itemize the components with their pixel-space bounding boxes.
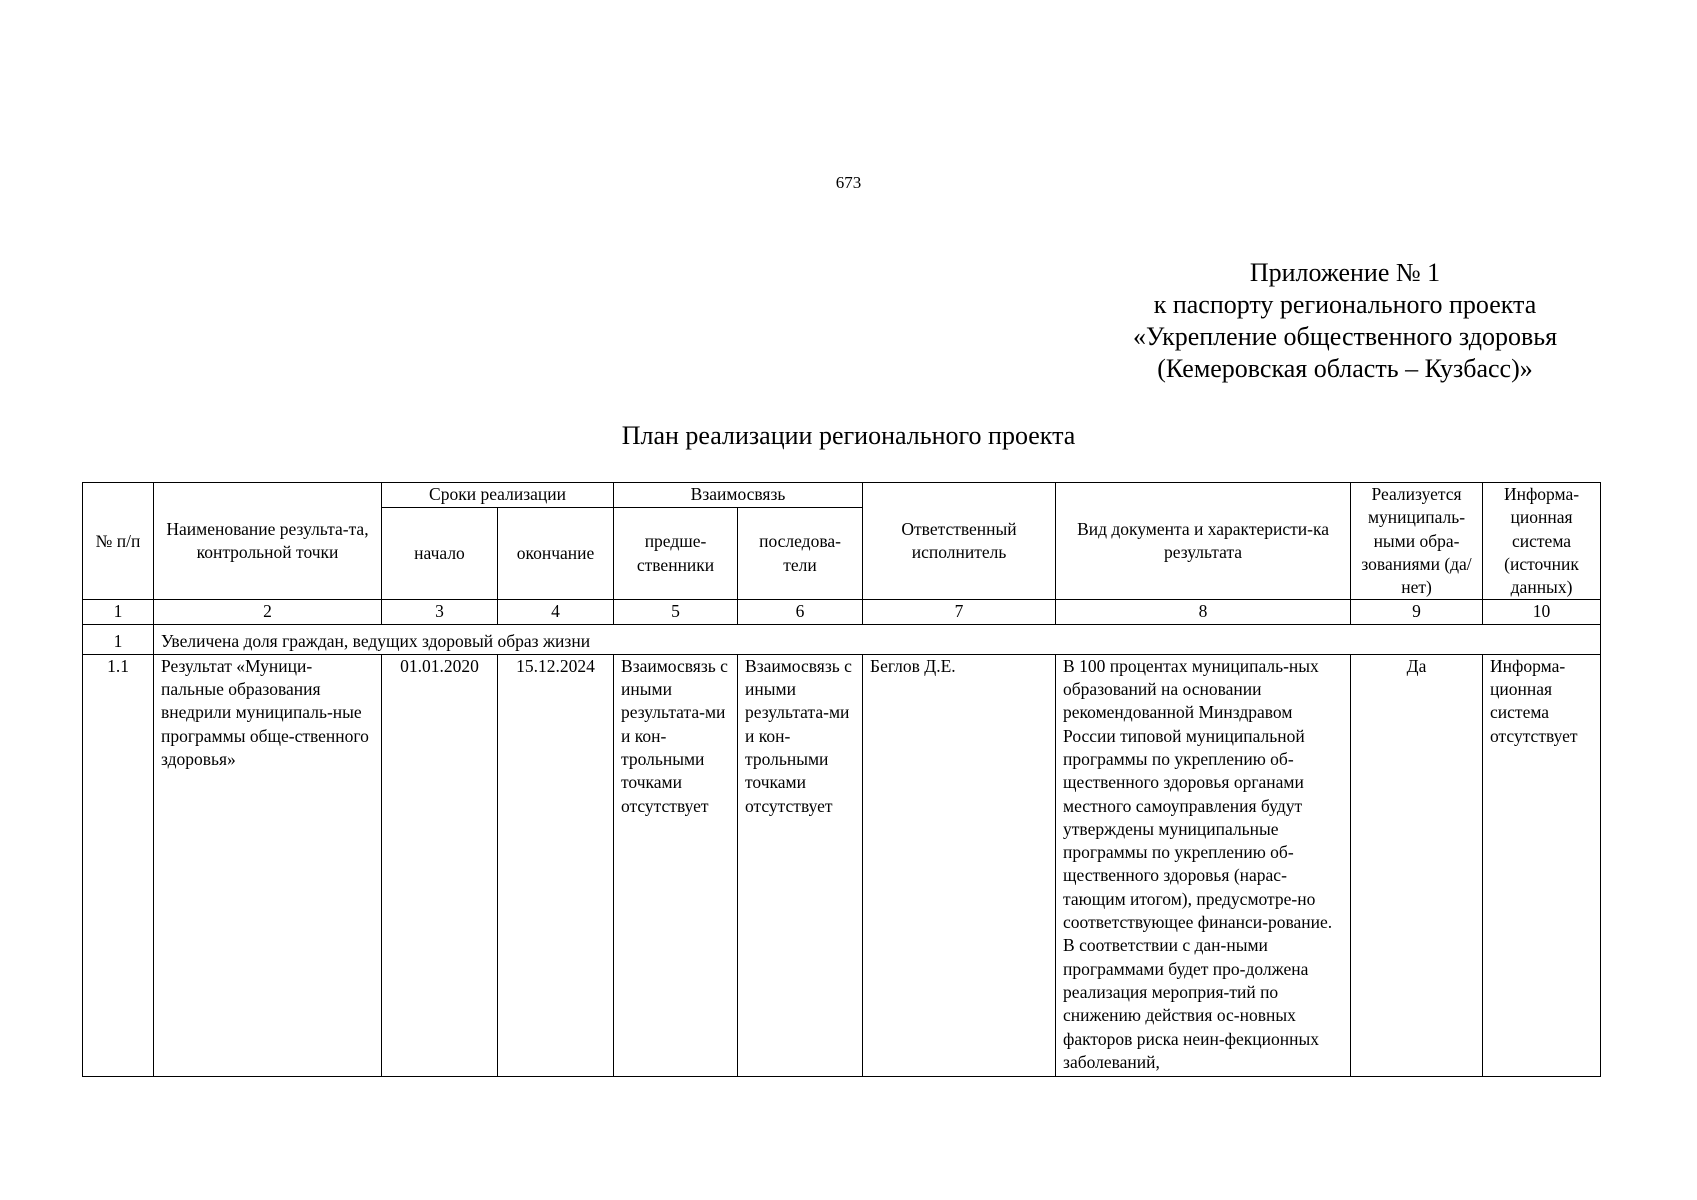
table-row xyxy=(83,654,1601,1076)
appendix-line-2: к паспорту регионального проекта xyxy=(1153,290,1537,319)
result-name: Результат «Муници-пальные образования внедрили муниципаль-ные программы обще-ственного здоровья» xyxy=(154,654,382,1076)
header-num: № п/п xyxy=(83,483,154,600)
header-doc-type: Вид документа и характеристи-ка результата xyxy=(1056,483,1351,600)
plan-title: План реализации регионального проекта xyxy=(621,421,1076,450)
column-numbers-row xyxy=(83,600,1601,624)
end-date: 15.12.2024 xyxy=(498,654,614,1076)
section-number: 1 xyxy=(83,624,154,654)
header-row xyxy=(83,483,1601,508)
plan-table xyxy=(82,482,1601,1077)
column-number: 4 xyxy=(498,600,614,624)
info-system: Информа-ционная система отсутствует xyxy=(1483,654,1601,1076)
appendix-line-3: «Укрепление общественного здоровья xyxy=(1132,322,1558,351)
page-number: 673 xyxy=(835,173,862,192)
column-number: 7 xyxy=(863,600,1056,624)
header-terms: Сроки реализации xyxy=(382,483,614,508)
header-relation: Взаимосвязь xyxy=(614,483,863,508)
column-number: 10 xyxy=(1483,600,1601,624)
responsible-person: Беглов Д.Е. xyxy=(863,654,1056,1076)
predecessors: Взаимосвязь с иными результата-ми и кон-трольными точками отсутствует xyxy=(614,654,738,1076)
header-name: Наименование результа-та, контрольной точки xyxy=(154,483,382,600)
start-date: 01.01.2020 xyxy=(382,654,498,1076)
header-start: начало xyxy=(382,508,498,600)
column-number: 3 xyxy=(382,600,498,624)
row-number: 1.1 xyxy=(83,654,154,1076)
municipal-flag: Да xyxy=(1351,654,1483,1076)
header-municipal: Реализуется муниципаль-ными обра-зованиями (да/нет) xyxy=(1351,483,1483,600)
appendix-line-4: (Кемеровская область – Кузбасс)» xyxy=(1157,354,1533,383)
column-number: 8 xyxy=(1056,600,1351,624)
header-successors: последова-тели xyxy=(738,508,863,600)
section-row xyxy=(83,624,1601,654)
section-title: Увеличена доля граждан, ведущих здоровый образ жизни xyxy=(154,624,1601,654)
header-responsible: Ответственный исполнитель xyxy=(863,483,1056,600)
appendix-heading xyxy=(1085,257,1605,385)
appendix-line-1: Приложение № 1 xyxy=(1249,258,1441,287)
header-end: окончание xyxy=(498,508,614,600)
column-number: 5 xyxy=(614,600,738,624)
column-number: 6 xyxy=(738,600,863,624)
column-number: 1 xyxy=(83,600,154,624)
column-number: 9 xyxy=(1351,600,1483,624)
header-info-system: Информа-ционная система (источник данных) xyxy=(1483,483,1601,600)
column-number: 2 xyxy=(154,600,382,624)
successors: Взаимосвязь с иными результата-ми и кон-трольными точками отсутствует xyxy=(738,654,863,1076)
document-description: В 100 процентах муниципаль-ных образований на основании рекомендованной Минздравом России типовой муниципальной программы по укреплению об-щественного здоровья органами местного самоуправления будут утверждены муниципальные программы по укреплению об-щественного здоровья (нарас-тающим итогом), предусмотре-но соответствующее финанси-рование. В соответствии с дан-ными программами будет про-должена реализация мероприя-тий по снижению действия ос-новных факторов риска неин-фекционных заболеваний, xyxy=(1056,654,1351,1076)
header-predecessors: предше-ственники xyxy=(614,508,738,600)
